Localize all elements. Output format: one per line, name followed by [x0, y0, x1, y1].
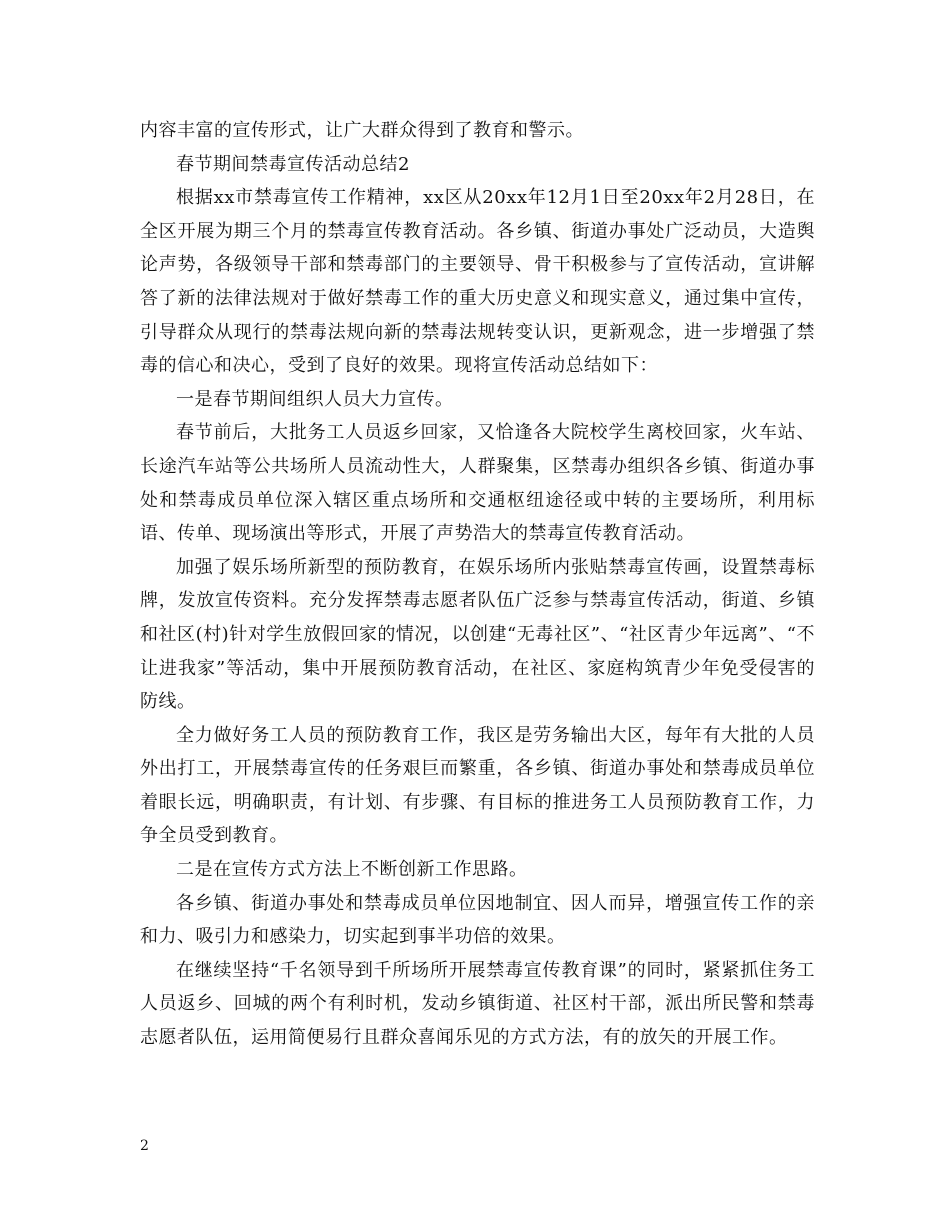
section-heading: 春节期间禁毒宣传活动总结2 — [176, 153, 410, 175]
paragraph: 加强了娱乐场所新型的预防教育，在娱乐场所内张贴禁毒宣传画，设置禁毒标牌，发放宣传资料。充分发挥禁毒志愿者队伍广泛参与禁毒宣传活动，街道、乡镇和社区(村)针对学生放假回家的情况，以创建“无毒社区”、“社区青少年远离”、“不让进我家”等活动，集中开展预防教育活动，在社区、家庭构筑青少年免受侵害的防线。 — [140, 556, 815, 713]
paragraph: 全力做好务工人员的预防教育工作，我区是劳务输出大区，每年有大批的人员外出打工，开展禁毒宣传的任务艰巨而繁重，各乡镇、街道办事处和禁毒成员单位着眼长远，明确职责，有计划、有步骤、有目标的推进务工人员预防教育工作，力争全员受到教育。 — [140, 724, 815, 847]
paragraph: 各乡镇、街道办事处和禁毒成员单位因地制宜、因人而异，增强宣传工作的亲和力、吸引力和感染力，切实起到事半功倍的效果。 — [140, 892, 815, 948]
paragraph: 春节前后，大批务工人员返乡回家，又恰逢各大院校学生离校回家，火车站、长途汽车站等公共场所人员流动性大，人群聚集，区禁毒办组织各乡镇、街道办事处和禁毒成员单位深入辖区重点场所和交通枢纽途径或中转的主要场所，利用标语、传单、现场演出等形式，开展了声势浩大的禁毒宣传教育活动。 — [140, 422, 815, 545]
point-heading-one: 一是春节期间组织人员大力宣传。 — [176, 388, 454, 410]
document-page — [140, 114, 815, 1055]
paragraph: 在继续坚持“千名领导到千所场所开展禁毒宣传教育课”的同时，紧紧抓住务工人员返乡、回城的两个有利时机，发动乡镇街道、社区村干部，派出所民警和禁毒志愿者队伍，运用简便易行且群众喜闻乐见的方式方法，有的放矢的开展工作。 — [140, 959, 815, 1049]
paragraph-continuation: 内容丰富的宣传形式，让广大群众得到了教育和警示。 — [140, 120, 584, 141]
paragraph-intro: 根据xx市禁毒宣传工作精神，xx区从20xx年12月1日至20xx年2月28日，在全区开展为期三个月的禁毒宣传教育活动。各乡镇、街道办事处广泛动员，大造舆论声势，各级领导干部和禁毒部门的主要领导、骨干积极参与了宣传活动，宣讲解答了新的法律法规对于做好禁毒工作的重大历史意义和现实意义，通过集中宣传，引导群众从现行的禁毒法规向新的禁毒法规转变认识，更新观念，进一步增强了禁毒的信心和决心，受到了良好的效果。现将宣传活动总结如下： — [140, 187, 815, 377]
page-number: 2 — [140, 1138, 149, 1154]
point-heading-two: 二是在宣传方式方法上不断创新工作思路。 — [176, 859, 528, 881]
